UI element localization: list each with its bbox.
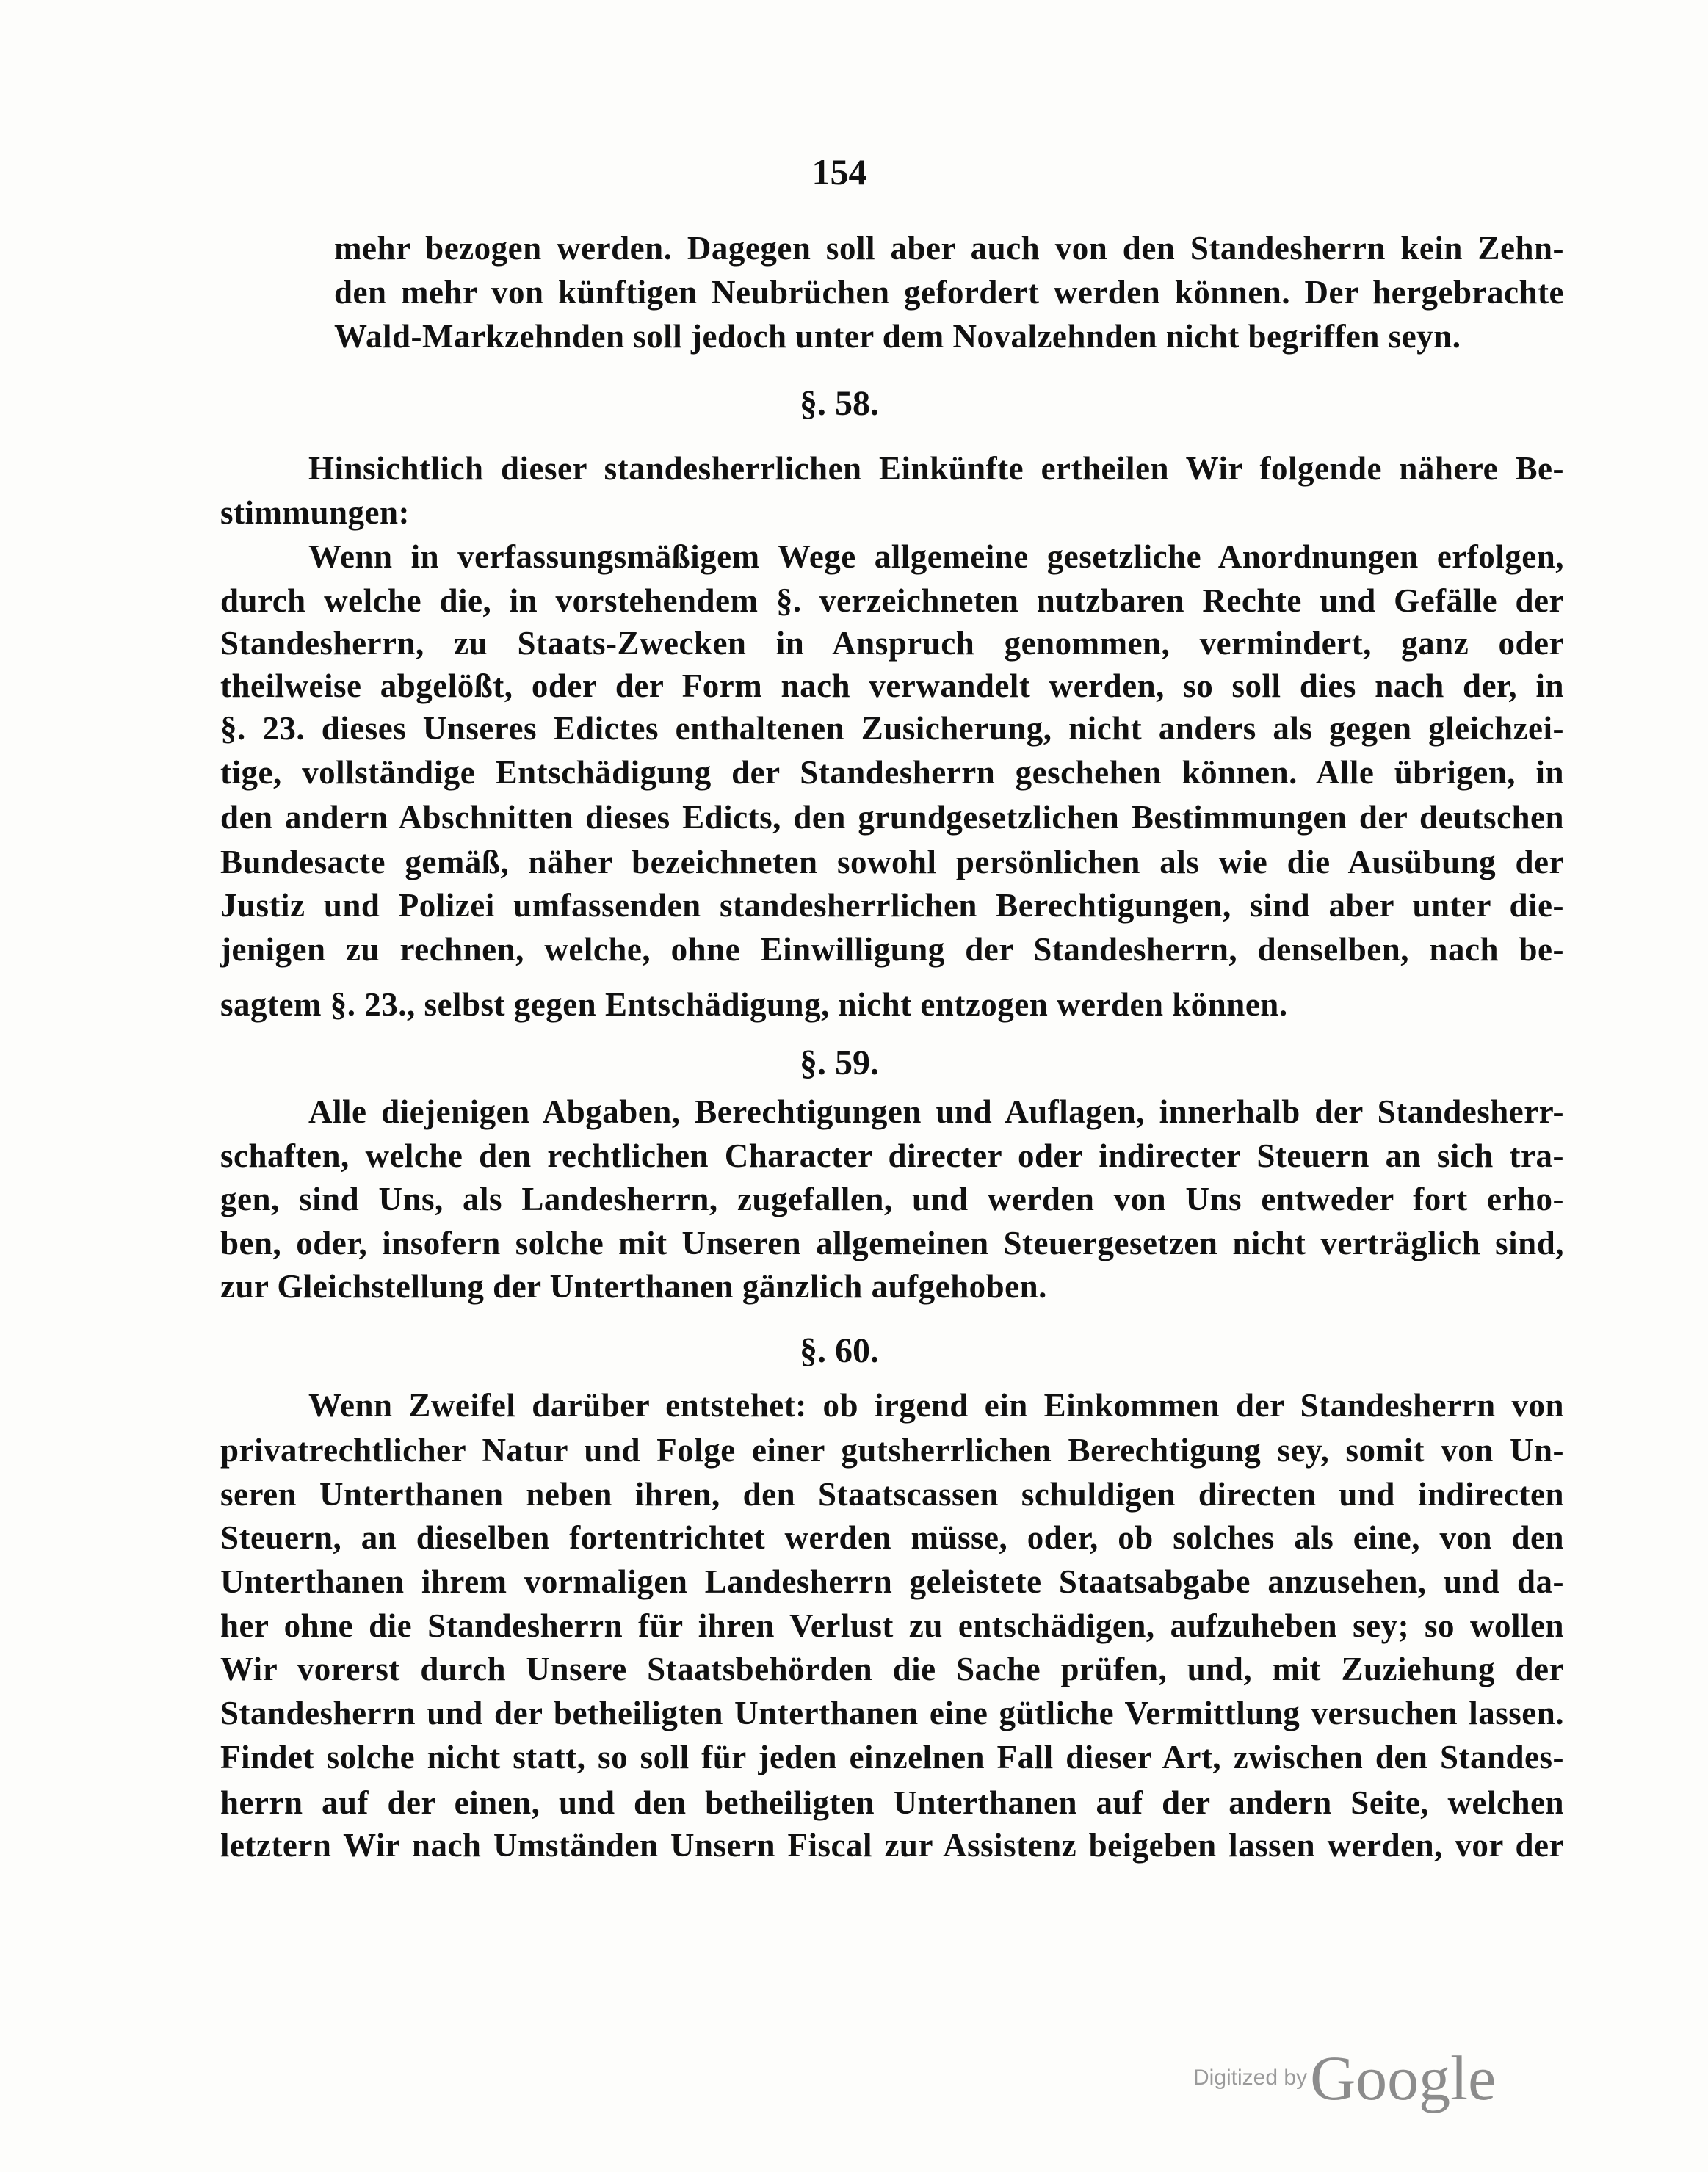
text-line: her ohne die Standesherrn für ihren Verlust zu entschädigen, aufzuheben sey; so wollen bbox=[220, 1607, 1564, 1644]
text-line: herrn auf der einen, und den betheiligten Unterthanen auf der andern Seite, welchen bbox=[220, 1784, 1564, 1821]
text-line: durch welche die, in vorstehendem §. verzeichneten nutzbaren Rechte und Gefälle der bbox=[220, 582, 1564, 619]
text-line: zur Gleichstellung der Unterthanen gänzlich aufgehoben. bbox=[220, 1268, 1047, 1305]
text-line: Hinsichtlich dieser standesherrlichen Einkünfte ertheilen Wir folgende nähere Be- bbox=[308, 450, 1564, 487]
text-line: schaften, welche den rechtlichen Character directer oder indirecter Steuern an sich tra- bbox=[220, 1137, 1564, 1174]
text-line: seren Unterthanen neben ihren, den Staatscassen schuldigen directen und indirecten bbox=[220, 1476, 1564, 1513]
text-line: mehr bezogen werden. Dagegen soll aber auch von den Standesherrn kein Zehn- bbox=[334, 230, 1564, 267]
text-line: Unterthanen ihrem vormaligen Landesherrn geleistete Staatsabgabe anzusehen, und da- bbox=[220, 1563, 1564, 1600]
text-line: tige, vollständige Entschädigung der Standesherrn geschehen können. Alle übrigen, in bbox=[220, 754, 1564, 791]
text-line: jenigen zu rechnen, welche, ohne Einwilligung der Standesherrn, denselben, nach be- bbox=[220, 931, 1564, 968]
text-line: letztern Wir nach Umständen Unsern Fiscal zur Assistenz beigeben lassen werden, vor der bbox=[220, 1827, 1564, 1864]
section-heading: §. 59. bbox=[800, 1043, 879, 1082]
google-logo: Google bbox=[1310, 2043, 1497, 2113]
text-line: den mehr von künftigen Neubrüchen gefordert werden können. Der hergebrachte bbox=[334, 274, 1564, 311]
text-line: Bundesacte gemäß, näher bezeichneten sowohl persönlichen als wie die Ausübung der bbox=[220, 844, 1564, 880]
text-line: den andern Abschnitten dieses Edicts, den grundgesetzlichen Bestimmungen der deutschen bbox=[220, 799, 1564, 836]
text-line: Wir vorerst durch Unsere Staatsbehörden die Sache prüfen, und, mit Zuziehung der bbox=[220, 1651, 1564, 1687]
text-line: Wenn Zweifel darüber entstehet: ob irgend ein Einkommen der Standesherrn von bbox=[308, 1387, 1564, 1424]
page-number: 154 bbox=[811, 151, 867, 192]
text-line: sagtem §. 23., selbst gegen Entschädigung, nicht entzogen werden können. bbox=[220, 986, 1288, 1023]
text-line: Wenn in verfassungsmäßigem Wege allgemeine gesetzliche Anordnungen erfolgen, bbox=[308, 538, 1564, 575]
text-line: theilweise abgelößt, oder der Form nach verwandelt werden, so soll dies nach der, in bbox=[220, 667, 1564, 704]
text-line: Steuern, an dieselben fortentrichtet werden müsse, oder, ob solches als eine, von den bbox=[220, 1519, 1564, 1556]
text-line: privatrechtlicher Natur und Folge einer gutsherrlichen Berechtigung sey, somit von Un- bbox=[220, 1432, 1564, 1469]
text-line: gen, sind Uns, als Landesherrn, zugefallen, und werden von Uns entweder fort erho- bbox=[220, 1181, 1564, 1217]
section-heading: §. 60. bbox=[800, 1331, 879, 1370]
text-line: Wald-Markzehnden soll jedoch unter dem Novalzehnden nicht begriffen seyn. bbox=[334, 318, 1461, 355]
text-line: Standesherrn und der betheiligten Unterthanen eine gütliche Vermittlung versuchen lassen. bbox=[220, 1695, 1564, 1731]
text-line: Standesherrn, zu Staats-Zwecken in Anspruch genommen, vermindert, ganz oder bbox=[220, 625, 1564, 662]
text-line: Alle diejenigen Abgaben, Berechtigungen und Auflagen, innerhalb der Standesherr- bbox=[308, 1093, 1564, 1130]
text-line: Findet solche nicht statt, so soll für jeden einzelnen Fall dieser Art, zwischen den Standes- bbox=[220, 1739, 1564, 1775]
digitized-by-google-watermark bbox=[1193, 2041, 1496, 2115]
text-line: §. 23. dieses Unseres Edictes enthaltenen Zusicherung, nicht anders als gegen gleichzei- bbox=[220, 710, 1564, 747]
text-line: Justiz und Polizei umfassenden standesherrlichen Berechtigungen, sind aber unter die- bbox=[220, 887, 1564, 924]
text-line: stimmungen: bbox=[220, 494, 410, 531]
text-line: ben, oder, insofern solche mit Unseren allgemeinen Steuergesetzen nicht verträglich sind, bbox=[220, 1225, 1564, 1261]
watermark-prefix: Digitized by bbox=[1193, 2066, 1308, 2090]
section-heading: §. 58. bbox=[800, 384, 879, 423]
